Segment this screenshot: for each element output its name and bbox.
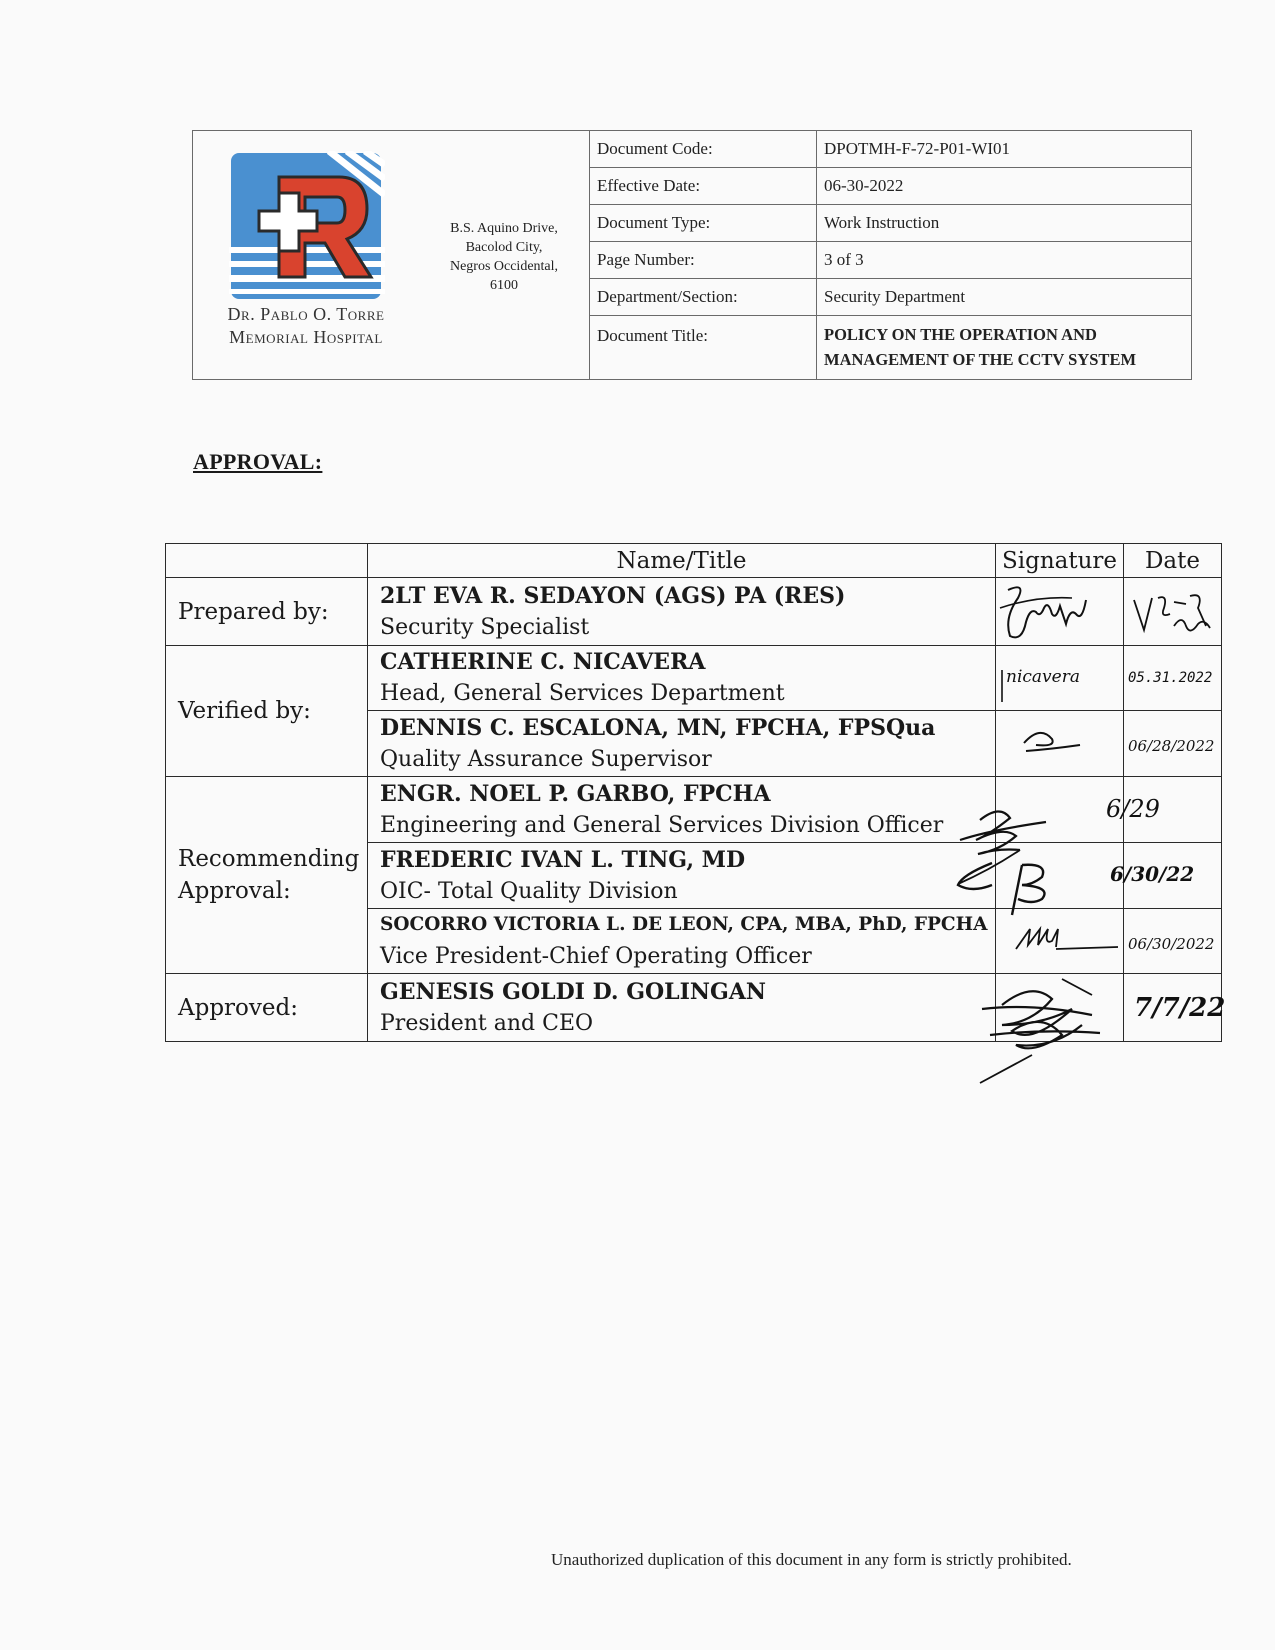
date-cell bbox=[1124, 974, 1226, 1042]
date-cell bbox=[1110, 843, 1222, 909]
signature-header: Signature bbox=[996, 544, 1124, 578]
name-title-header: Name/Title bbox=[368, 544, 996, 578]
effective-date-label: Effective Date: bbox=[590, 167, 817, 204]
address-line: 6100 bbox=[490, 278, 518, 293]
hospital-logo-icon bbox=[229, 151, 385, 301]
signature-cell bbox=[996, 711, 1124, 777]
handwritten-date-sedayon bbox=[1124, 578, 1220, 646]
signature-sedayon bbox=[996, 578, 1123, 646]
approval-heading: APPROVAL: bbox=[193, 449, 323, 474]
approval-table-corner bbox=[166, 544, 368, 578]
handwritten-date-text: 06/30/2022 bbox=[1128, 935, 1215, 953]
handwritten-date-text: 6/30/22 bbox=[1110, 862, 1195, 886]
department-value: Security Department bbox=[817, 278, 1192, 315]
approver-name: SOCORRO VICTORIA L. DE LEON, CPA, MBA, PhD, FPCHA bbox=[380, 914, 988, 935]
approver-title: President and CEO bbox=[380, 1010, 594, 1036]
document-code-value: DPOTMH-F-72-P01-WI01 bbox=[817, 131, 1192, 167]
document-header bbox=[192, 130, 1192, 380]
signature-nicavera bbox=[996, 646, 1123, 711]
document-title-label: Document Title: bbox=[590, 315, 817, 379]
handwritten-date-text: 7/7/22 bbox=[1134, 993, 1226, 1023]
page-number-label: Page Number: bbox=[590, 241, 817, 278]
handwritten-date-garbo bbox=[1106, 777, 1220, 843]
date-cell bbox=[1124, 646, 1222, 711]
signature-cell bbox=[996, 646, 1124, 711]
approver-entry bbox=[368, 909, 996, 974]
approver-entry bbox=[368, 777, 996, 843]
handwritten-date-golingan bbox=[1124, 974, 1226, 1042]
hospital-name-line-1: Dr. Pablo O. Torre bbox=[227, 304, 385, 324]
prepared-by-label: Prepared by: bbox=[166, 578, 368, 646]
approver-entry bbox=[368, 578, 996, 646]
approver-title: Head, General Services Department bbox=[380, 681, 785, 706]
footer-notice: Unauthorized duplication of this document in any form is strictly prohibited. bbox=[551, 1550, 1072, 1569]
approver-title: Engineering and General Services Division Officer bbox=[380, 812, 944, 838]
approver-name: CATHERINE C. NICAVERA bbox=[380, 649, 706, 675]
date-cell bbox=[1124, 578, 1222, 646]
approver-title: Security Specialist bbox=[380, 614, 590, 640]
handwritten-date-nicavera bbox=[1124, 646, 1220, 711]
logo-cell bbox=[193, 131, 419, 379]
approver-name: GENESIS GOLDI D. GOLINGAN bbox=[380, 978, 767, 1005]
approver-entry bbox=[368, 974, 996, 1042]
recommending-approval-label bbox=[166, 777, 368, 974]
signature-golingan bbox=[972, 975, 1132, 1085]
document-code-label: Document Code: bbox=[590, 131, 817, 167]
approver-entry bbox=[368, 711, 996, 777]
handwritten-date-text: 05.31.2022 bbox=[1128, 670, 1213, 686]
approver-name: FREDERIC IVAN L. TING, MD bbox=[380, 846, 746, 873]
document-title-line-2: MANAGEMENT OF THE CCTV SYSTEM bbox=[824, 350, 1137, 370]
approver-name: ENGR. NOEL P. GARBO, FPCHA bbox=[380, 780, 771, 807]
approver-entry bbox=[368, 646, 996, 711]
hospital-name bbox=[193, 303, 419, 349]
recommending-line-2: Approval: bbox=[178, 878, 291, 904]
date-cell bbox=[1106, 777, 1222, 843]
document-type-value: Work Instruction bbox=[817, 204, 1192, 241]
signature-cell bbox=[996, 578, 1124, 646]
department-label: Department/Section: bbox=[590, 278, 817, 315]
approval-table bbox=[165, 543, 1226, 1042]
address-line: Bacolod City, bbox=[465, 240, 543, 255]
document-metadata-table bbox=[589, 131, 1191, 379]
effective-date-value: 06-30-2022 bbox=[817, 167, 1192, 204]
address-line: B.S. Aquino Drive, bbox=[450, 221, 558, 236]
handwritten-date-de-leon bbox=[1124, 909, 1220, 971]
signature-nicavera-text: nicavera bbox=[1006, 667, 1080, 687]
verified-by-label: Verified by: bbox=[166, 646, 368, 777]
approved-label: Approved: bbox=[166, 974, 368, 1042]
signature-ting bbox=[952, 855, 1082, 935]
hospital-name-line-2: Memorial Hospital bbox=[229, 327, 383, 347]
document-title-value bbox=[817, 315, 1192, 379]
date-header: Date bbox=[1124, 544, 1222, 578]
signature-escalona bbox=[996, 711, 1123, 777]
approver-title: Vice President-Chief Operating Officer bbox=[380, 944, 812, 969]
address-line: Negros Occidental, bbox=[449, 259, 559, 274]
handwritten-date-escalona bbox=[1124, 711, 1220, 777]
approver-title: Quality Assurance Supervisor bbox=[380, 746, 712, 772]
handwritten-date-text: 06/28/2022 bbox=[1128, 737, 1215, 755]
approver-title: OIC- Total Quality Division bbox=[380, 878, 678, 904]
document-type-label: Document Type: bbox=[590, 204, 817, 241]
date-cell bbox=[1124, 711, 1222, 777]
page-number-value: 3 of 3 bbox=[817, 241, 1192, 278]
date-cell bbox=[1124, 909, 1222, 974]
document-title-line-1: POLICY ON THE OPERATION AND bbox=[824, 325, 1097, 345]
handwritten-date-ting bbox=[1110, 843, 1220, 909]
approver-name: 2LT EVA R. SEDAYON (AGS) PA (RES) bbox=[380, 582, 846, 609]
hospital-address bbox=[419, 131, 589, 379]
approver-name: DENNIS C. ESCALONA, MN, FPCHA, FPSQua bbox=[380, 714, 936, 741]
handwritten-date-text: 6/29 bbox=[1106, 795, 1160, 823]
recommending-line-1: Recommending bbox=[178, 846, 360, 872]
approver-entry bbox=[368, 843, 996, 909]
